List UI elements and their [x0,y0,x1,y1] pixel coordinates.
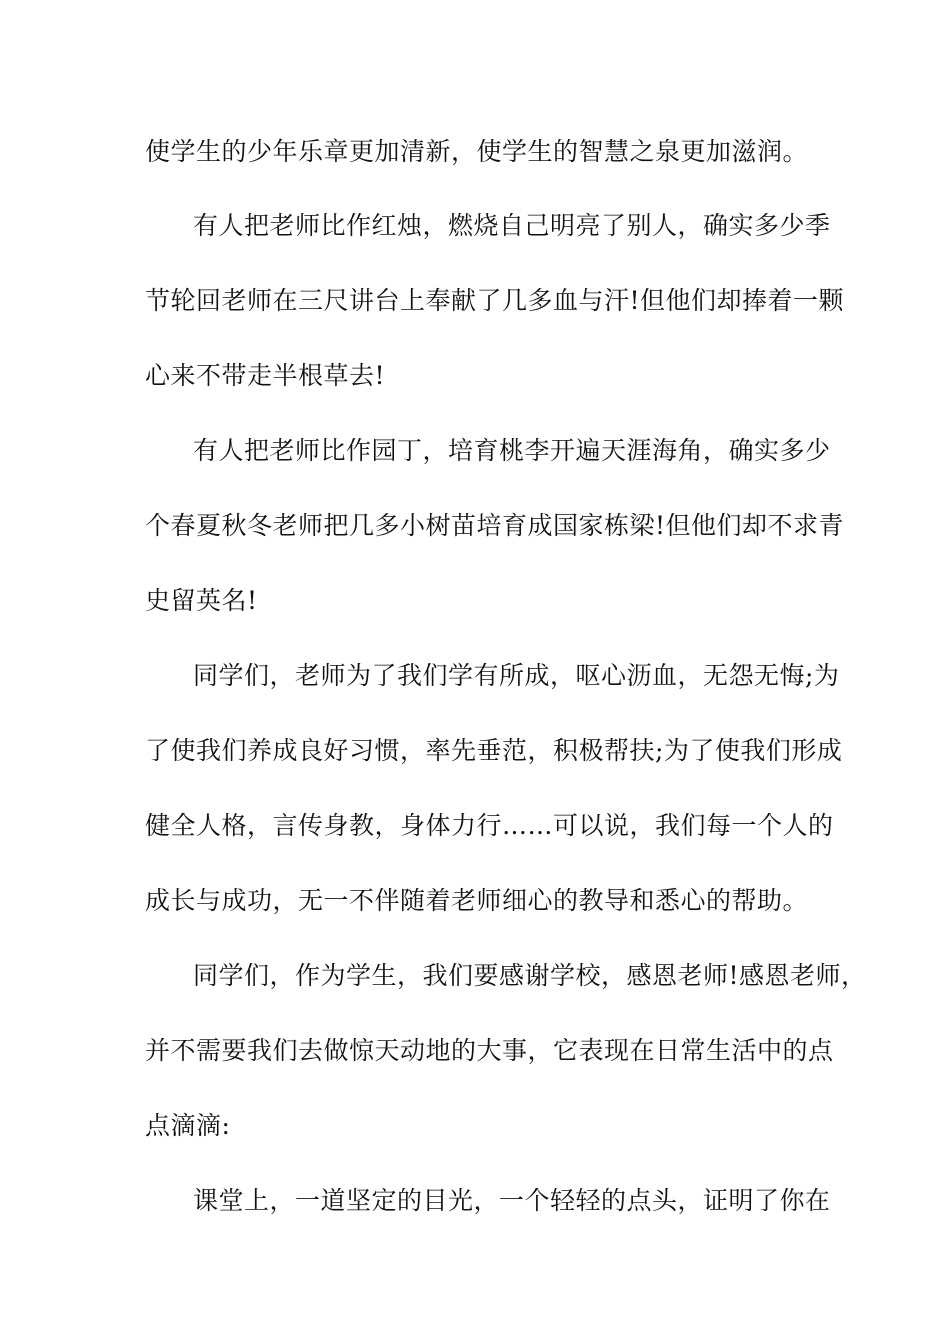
text-line-1: 使学生的少年乐章更加清新，使学生的智慧之泉更加滋润。 [145,137,809,166]
paragraph-red-candle-line-3: 心来不带走半根草去! [145,361,386,390]
paragraph-classmates-line-2: 了使我们养成良好习惯，率先垂范，积极帮扶;为了使我们形成 [145,736,843,765]
paragraph-classroom-line-1: 课堂上，一道坚定的目光，一个轻轻的点头，证明了你在 [193,1186,831,1215]
paragraph-gratitude-line-1: 同学们，作为学生，我们要感谢学校，感恩老师!感恩老师， [193,961,867,990]
paragraph-gardener-line-2: 个春夏秋冬老师把几多小树苗培育成国家栋梁!但他们却不求青 [145,511,845,540]
paragraph-gardener-line-1: 有人把老师比作园丁，培育桃李开遍天涯海角，确实多少 [193,436,831,465]
paragraph-gratitude-line-2: 并不需要我们去做惊天动地的大事，它表现在日常生活中的点 [145,1036,834,1065]
paragraph-red-candle-line-2: 节轮回老师在三尺讲台上奉献了几多血与汗!但他们却捧着一颗 [145,286,845,315]
paragraph-gardener-line-3: 史留英名! [145,586,258,615]
paragraph-red-candle-line-1: 有人把老师比作红烛，燃烧自己明亮了别人，确实多少季 [193,211,831,240]
paragraph-gratitude-line-3: 点滴滴: [145,1111,231,1140]
paragraph-classmates-line-3: 健全人格，言传身教，身体力行……可以说，我们每一个人的 [145,811,834,840]
paragraph-classmates-line-4: 成长与成功，无一不伴随着老师细心的教导和悉心的帮助。 [145,886,809,915]
paragraph-classmates-line-1: 同学们，老师为了我们学有所成，呕心沥血，无怨无悔;为 [193,661,840,690]
